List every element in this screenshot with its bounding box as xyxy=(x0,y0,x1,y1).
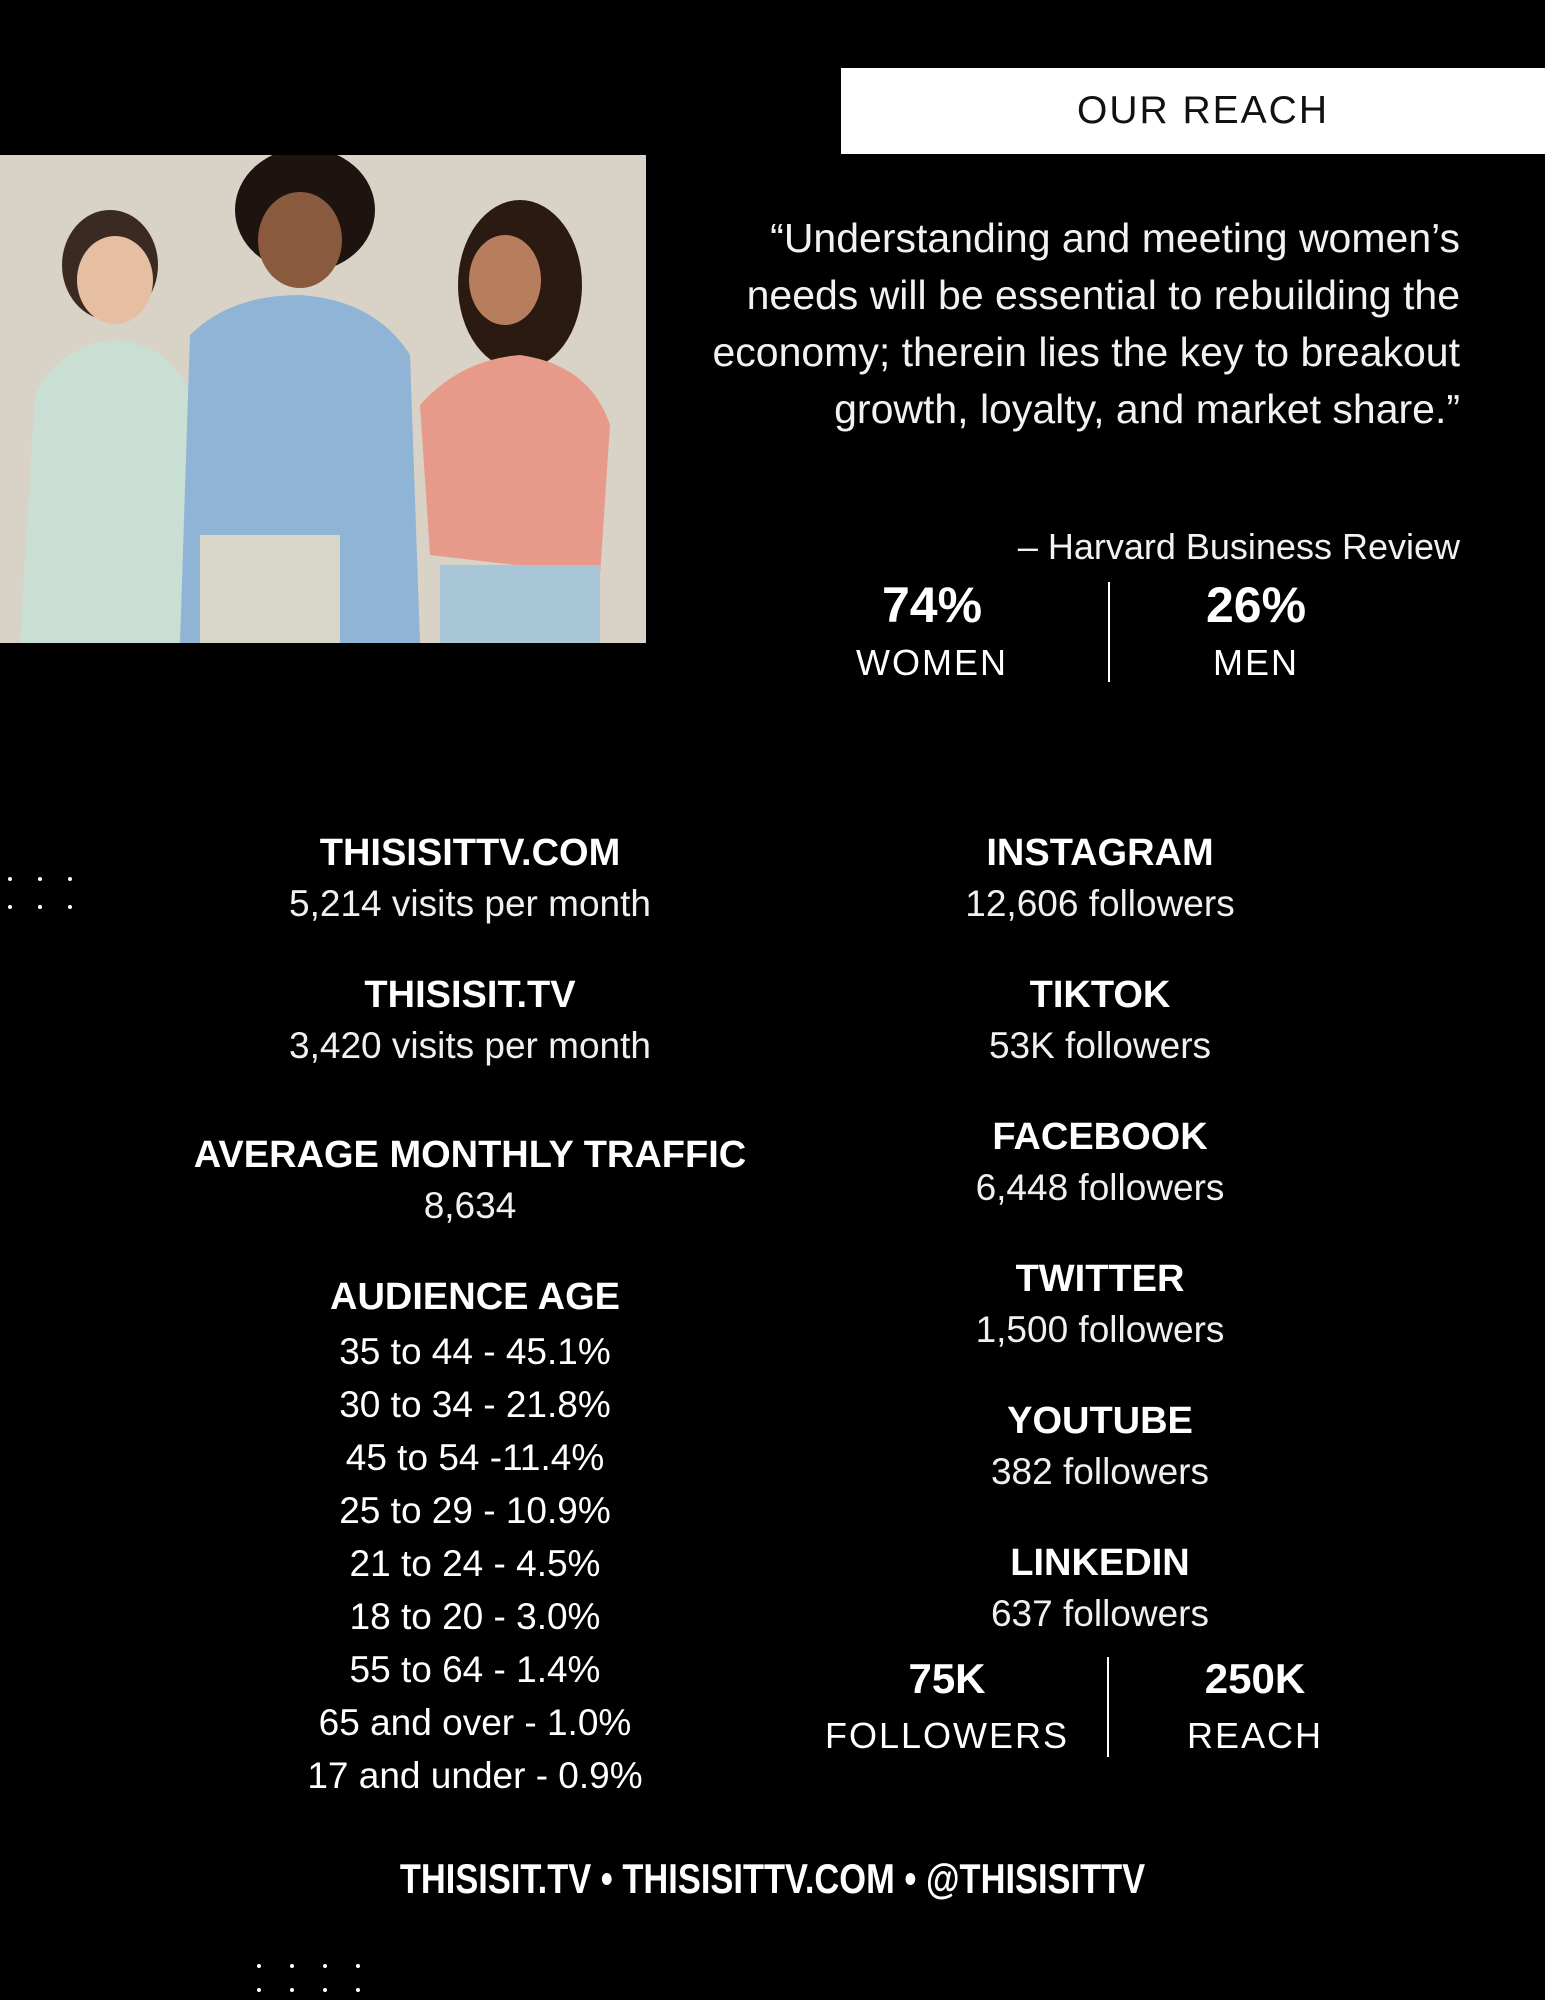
divider xyxy=(1107,1657,1109,1757)
social-name: TIKTOK xyxy=(1029,974,1171,1016)
social-name: INSTAGRAM xyxy=(986,832,1214,874)
social-followers: 382 followers xyxy=(990,1451,1209,1492)
age-row: 65 and over - 1.0% xyxy=(318,1702,632,1743)
social-linkedin xyxy=(800,1542,1400,1635)
stat-women-value: 74% xyxy=(881,577,983,633)
traffic-title: AVERAGE MONTHLY TRAFFIC xyxy=(193,1134,747,1176)
social-name: TWITTER xyxy=(1015,1258,1185,1300)
stat-men xyxy=(1156,576,1356,684)
age-row: 25 to 29 - 10.9% xyxy=(339,1490,611,1531)
total-followers-value: 75K xyxy=(908,1655,986,1702)
social-twitter xyxy=(800,1258,1400,1351)
age-row: 45 to 54 -11.4% xyxy=(345,1437,605,1478)
social-followers: 1,500 followers xyxy=(975,1309,1225,1350)
total-followers-label: FOLLOWERS xyxy=(824,1715,1070,1756)
average-monthly-traffic xyxy=(130,1134,810,1227)
total-followers xyxy=(812,1655,1082,1757)
age-row: 30 to 34 - 21.8% xyxy=(339,1384,611,1425)
age-row: 35 to 44 - 45.1% xyxy=(339,1331,611,1372)
website-thisisit-tv xyxy=(130,974,810,1067)
social-name: YOUTUBE xyxy=(1007,1400,1193,1442)
audience-age xyxy=(130,1276,820,1802)
stat-men-value: 26% xyxy=(1205,577,1307,633)
decorative-dots xyxy=(8,877,72,909)
website-thisisittv-com xyxy=(130,832,810,925)
website-visits: 5,214 visits per month xyxy=(289,883,651,924)
total-reach-value: 250K xyxy=(1204,1655,1306,1702)
section-banner xyxy=(841,68,1545,154)
total-reach xyxy=(1140,1655,1370,1757)
social-followers: 6,448 followers xyxy=(975,1167,1225,1208)
age-row: 17 and under - 0.9% xyxy=(307,1755,643,1796)
social-instagram xyxy=(800,832,1400,925)
social-name: FACEBOOK xyxy=(992,1116,1208,1158)
traffic-value: 8,634 xyxy=(423,1185,517,1226)
divider xyxy=(1108,582,1110,682)
quote-source: – Harvard Business Review xyxy=(1017,526,1460,567)
website-name: THISISIT.TV xyxy=(364,974,576,1016)
website-name: THISISITTV.COM xyxy=(319,832,621,874)
quote-text: “Understanding and meeting women’s needs will be essential to rebuilding the economy; therein lies the key to breakout growth, loyalty, and market share.” xyxy=(712,215,1460,432)
age-row: 55 to 64 - 1.4% xyxy=(349,1649,601,1690)
age-row: 21 to 24 - 4.5% xyxy=(349,1543,601,1584)
social-facebook xyxy=(800,1116,1400,1209)
stat-men-label: MEN xyxy=(1213,642,1299,683)
section-title: OUR REACH xyxy=(1076,89,1330,132)
total-reach-label: REACH xyxy=(1186,1715,1324,1756)
stat-women xyxy=(832,576,1032,684)
social-tiktok xyxy=(800,974,1400,1067)
decorative-dots xyxy=(257,1964,360,1992)
age-row: 18 to 20 - 3.0% xyxy=(349,1596,601,1637)
footer-links: THISISIT.TV • THISISITTV.COM • @THISISITTV xyxy=(399,1855,1146,1902)
photo-three-women xyxy=(0,155,646,643)
audience-age-title: AUDIENCE AGE xyxy=(330,1276,620,1318)
social-followers: 12,606 followers xyxy=(965,883,1235,924)
social-name: LINKEDIN xyxy=(1010,1542,1190,1584)
stat-women-label: WOMEN xyxy=(856,642,1008,683)
social-followers: 637 followers xyxy=(990,1593,1209,1634)
website-visits: 3,420 visits per month xyxy=(289,1025,651,1066)
social-followers: 53K followers xyxy=(988,1025,1212,1066)
social-youtube xyxy=(800,1400,1400,1493)
